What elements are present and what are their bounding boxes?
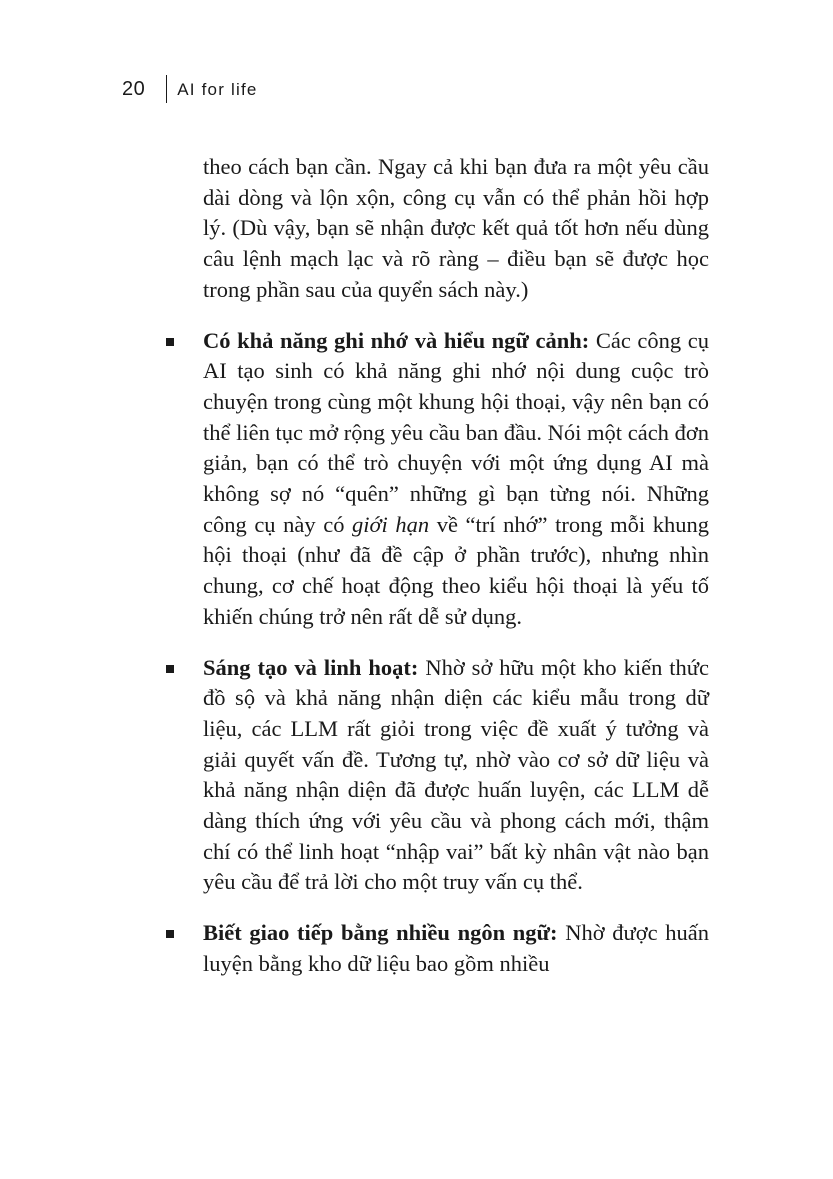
header-divider [166, 75, 167, 103]
square-bullet-icon [166, 665, 174, 673]
running-title: AI for life [177, 80, 258, 99]
bullet-body-text: Nhờ được huấn luyện bằng kho dữ liệu bao gồm nhiều [203, 920, 709, 976]
emphasis-text: giới hạn [352, 511, 430, 537]
bullet-heading: Sáng tạo và linh hoạt: [203, 654, 419, 680]
square-bullet-icon [166, 930, 174, 938]
page-number: 20 [122, 77, 146, 100]
bullet-body-text: Nhờ sở hữu một kho kiến thức đồ sộ và khả năng nhận diện các kiểu mẫu trong dữ liệu, các LLM rất giỏi trong việc đề xuất ý tưởng và giải quyết vấn đề. Tương tự, nhờ vào cơ sở dữ liệu và khả năng nhận diện đã được huấn luyện, các LLM dễ dàng thích ứng với yêu cầu và phong cách mới, thậm chí có thể linh hoạt “nhập vai” bất kỳ nhân vật nào bạn yêu cầu để trả lời cho một truy vấn cụ thể. [203, 654, 709, 895]
bullet-heading: Biết giao tiếp bằng nhiều ngôn ngữ: [203, 920, 558, 946]
page-header [122, 74, 258, 104]
page-body [203, 152, 709, 980]
bullet-paragraph [203, 918, 709, 979]
bullet-item-creative-flexible [203, 653, 709, 899]
bullet-item-multilingual [203, 918, 709, 979]
bullet-item-memory-context [203, 326, 709, 633]
bullet-body-text: về “trí nhớ” trong mỗi khung hội thoại (như đã đề cập ở phần trước), nhưng nhìn chung, cơ chế hoạt động theo kiểu hội thoại là yếu tố khiến chúng trở nên rất dễ sử dụng. [203, 511, 710, 629]
bullet-paragraph [203, 326, 709, 633]
bullet-heading: Có khả năng ghi nhớ và hiểu ngữ cảnh: [203, 327, 590, 353]
intro-paragraph: theo cách bạn cần. Ngay cả khi bạn đưa ra một yêu cầu dài dòng và lộn xộn, công cụ vẫn có thể phản hồi hợp lý. (Dù vậy, bạn sẽ nhận được kết quả tốt hơn nếu dùng câu lệnh mạch lạc và rõ ràng – điều bạn sẽ được học trong phần sau của quyển sách này.) [203, 154, 709, 302]
bullet-paragraph [203, 653, 709, 899]
square-bullet-icon [166, 338, 174, 346]
bullet-body-text: Các công cụ AI tạo sinh có khả năng ghi nhớ nội dung cuộc trò chuyện trong cùng một khung hội thoại, vậy nên bạn có thể liên tục mở rộng yêu cầu ban đầu. Nói một cách đơn giản, bạn có thể trò chuyện với một ứng dụng AI mà không sợ nó “quên” những gì bạn từng nói. Những công cụ này có [203, 327, 709, 537]
